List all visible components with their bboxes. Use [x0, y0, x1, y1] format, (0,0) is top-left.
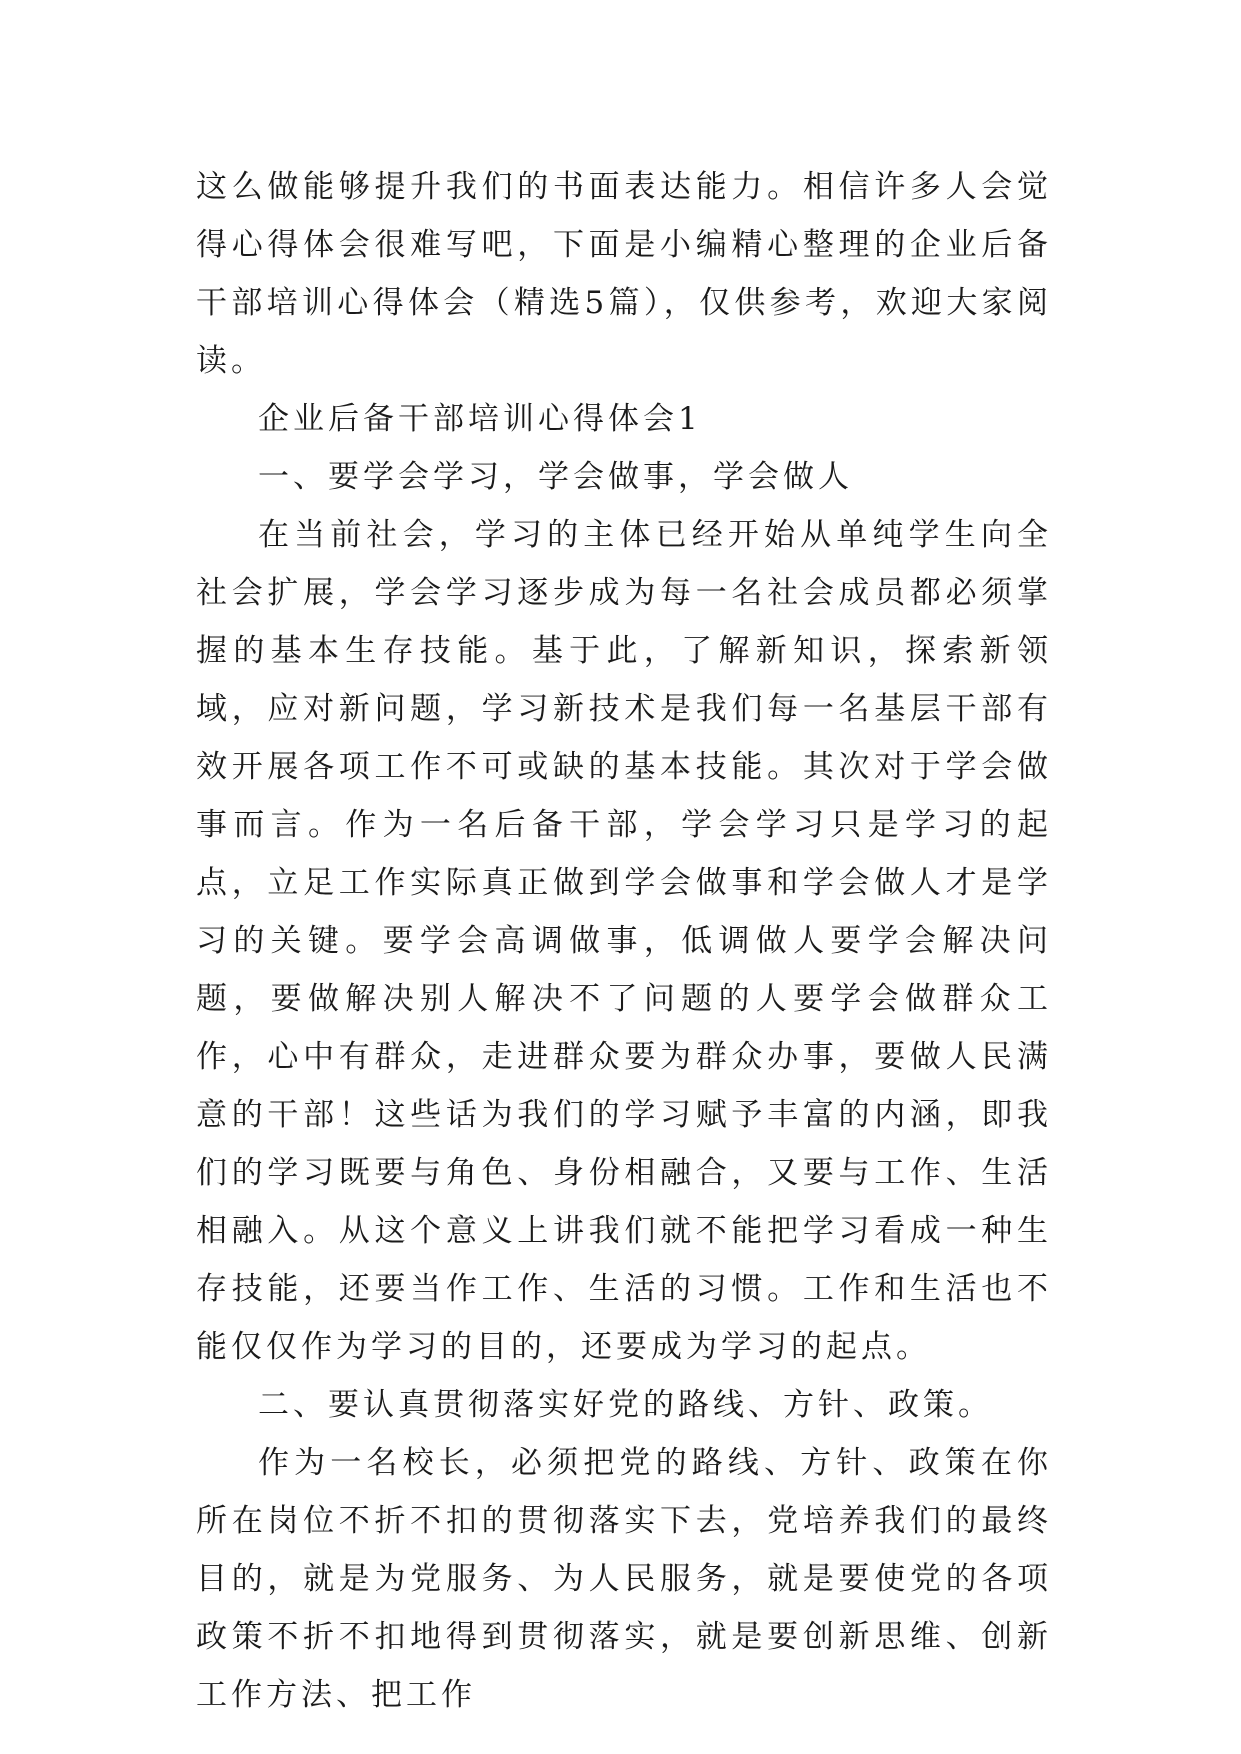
section-heading-2: 二、要认真贯彻落实好党的路线、方针、政策。: [258, 1387, 993, 1423]
intro-paragraph: 这么做能够提升我们的书面表达能力。相信许多人会觉得心得体会很难写吧，下面是小编精心整理的企业后备干部培训心得体会（精选5篇），仅供参考，欢迎大家阅读。: [196, 169, 1052, 379]
section-1-paragraph: 在当前社会，学习的主体已经开始从单纯学生向全社会扩展，学会学习逐步成为每一名社会成员都必须掌握的基本生存技能。基于此，了解新知识，探索新领域，应对新问题，学习新技术是我们每一名基层干部有效开展各项工作不可或缺的基本技能。其次对于学会做事而言。作为一名后备干部，学会学习只是学习的起点，立足工作实际真正做到学会做事和学会做人才是学习的关键。要学会高调做事，低调做人要学会解决问题，要做解决别人解决不了问题的人要学会做群众工作，心中有群众，走进群众要为群众办事，要做人民满意的干部！这些话为我们的学习赋予丰富的内涵，即我们的学习既要与角色、身份相融合，又要与工作、生活相融入。从这个意义上讲我们就不能把学习看成一种生存技能，还要当作工作、生活的习惯。工作和生活也不能仅仅作为学习的目的，还要成为学习的起点。: [196, 517, 1052, 1365]
section-2-paragraph: 作为一名校长，必须把党的路线、方针、政策在你所在岗位不折不扣的贯彻落实下去，党培养我们的最终目的，就是为党服务、为人民服务，就是要使党的各项政策不折不扣地得到贯彻落实，就是要创新思维、创新工作方法、把工作: [196, 1445, 1052, 1713]
section-heading-1: 一、要学会学习，学会做事，学会做人: [258, 459, 853, 495]
article-title: 企业后备干部培训心得体会1: [258, 401, 702, 437]
document-body: [196, 158, 1052, 1724]
